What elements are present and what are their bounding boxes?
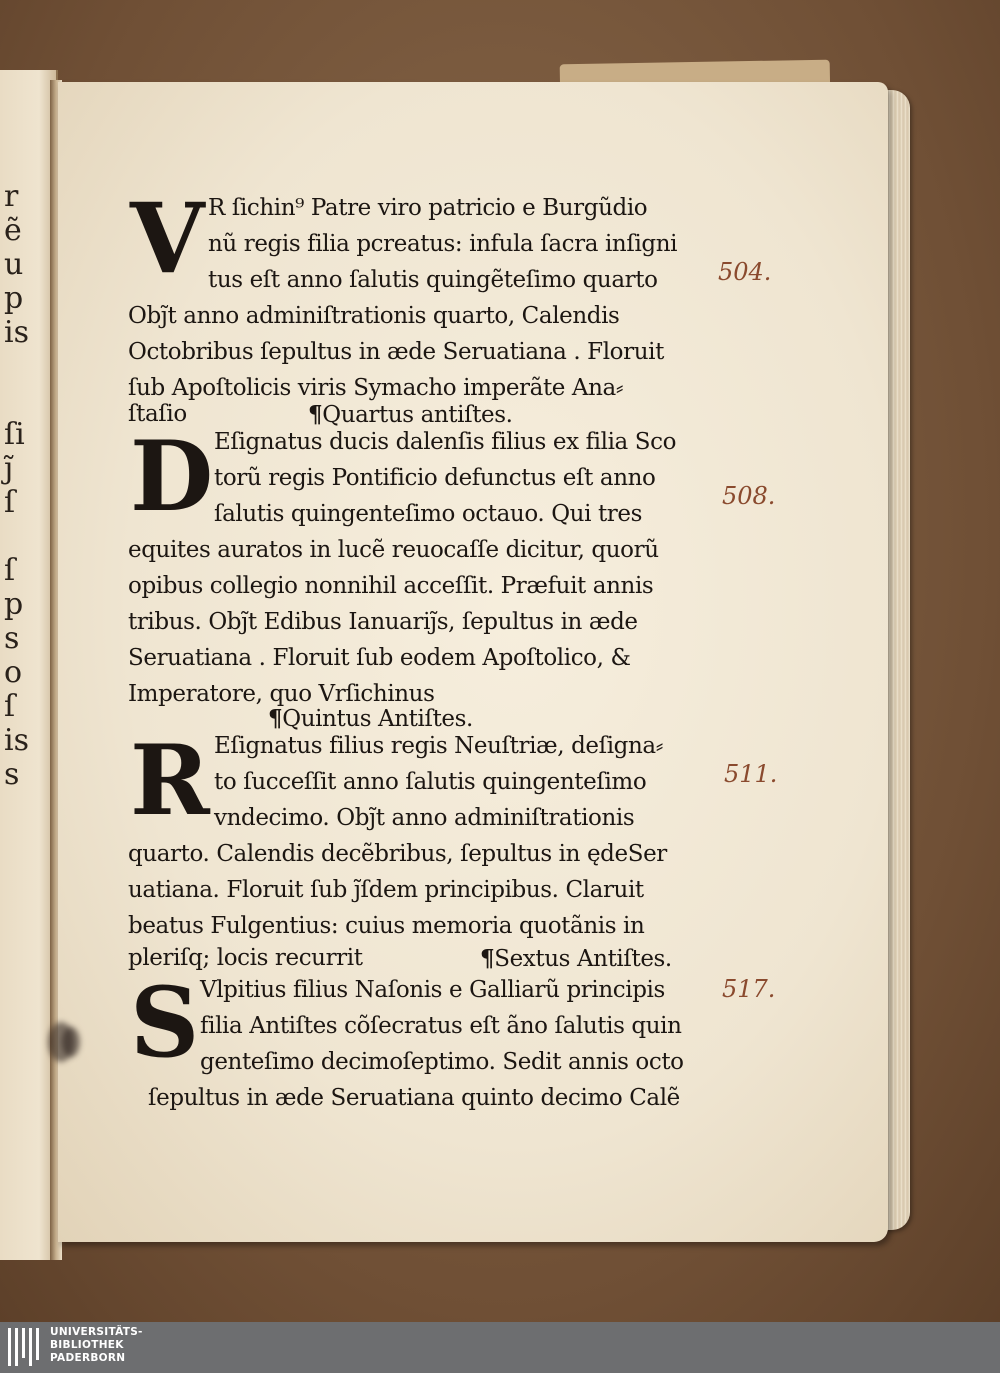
library-name-line2: BIBLIOTHEK: [50, 1339, 124, 1351]
text-line: tus eſt anno ſalutis quingẽteſimo quarto: [208, 267, 658, 293]
text-line: Eſignatus ducis dalenſis filius ex filia Sco: [214, 429, 677, 455]
drop-cap-s: S: [130, 966, 200, 1079]
pilcrow-icon: ¶: [308, 401, 323, 428]
text-line: Eſignatus filius regis Neuſtriæ, deſigna⸗: [214, 733, 663, 759]
heading-text: Quintus Antiſtes.: [282, 706, 473, 732]
text-line: uatiana. Floruit ſub ȷ̃ſdem principibus. Claruit: [128, 877, 644, 903]
heading-text: Quartus antiſtes.: [322, 402, 513, 428]
text-line: quarto. Calendis decẽbribus, ſepultus in ędeSer: [128, 841, 667, 867]
margin-note-517: 517.: [722, 975, 776, 1003]
text-line: tribus. Obȷ̃t Edibus Ianuariȷ̃s, ſepultus in æde: [128, 609, 638, 635]
text-line: equites auratos in lucẽ reuocaſſe dicitur, quorũ: [128, 537, 659, 563]
text-line: ſtaſio: [128, 401, 187, 427]
text-line: ſepultus in æde Seruatiana quinto decimo Calẽ: [148, 1085, 680, 1111]
library-name-line3: PADERBORN: [50, 1352, 126, 1364]
text-line: Obȷ̃t anno adminiſtrationis quarto, Calendis: [128, 303, 620, 329]
ink-smudge: [62, 1027, 80, 1057]
footer-bar: [0, 1322, 1000, 1373]
text-line: Imperatore, quo Vrſichinus: [128, 681, 435, 707]
text-line: R ſichin⁹ Patre viro patricio e Burgũdio: [208, 195, 648, 221]
text-line: ſub Apoſtolicis viris Symacho imperãte Ana⸗: [128, 375, 624, 401]
text-line: beatus Fulgentius: cuius memoria quotãnis in: [128, 913, 645, 939]
text-line: Octobribus ſepultus in æde Seruatiana . Floruit: [128, 339, 664, 365]
margin-note-504: 504.: [718, 258, 772, 286]
section-heading: [480, 945, 672, 972]
drop-cap-v: V: [130, 182, 205, 295]
drop-cap-r: R: [130, 724, 210, 837]
pilcrow-icon: ¶: [480, 945, 495, 972]
section-heading: [268, 705, 473, 732]
text-line: filia Antiſtes cõſecratus eſt ãno ſalutis quin: [200, 1013, 682, 1039]
margin-note-511: 511.: [724, 760, 778, 788]
text-line: pleriſq; locis recurrit: [128, 945, 363, 971]
text-line: vndecimo. Obȷ̃t anno adminiſtrationis: [214, 805, 635, 831]
heading-text: Sextus Antiſtes.: [494, 946, 672, 972]
text-line: ſalutis quingenteſimo octauo. Qui tres: [214, 501, 642, 527]
library-logo-icon: [8, 1328, 44, 1368]
section-heading: [308, 401, 513, 428]
text-line: nũ regis filia pcreatus: infula ſacra inſigni: [208, 231, 678, 257]
text-line: opibus collegio nonnihil acceſſit. Præfuit annis: [128, 573, 654, 599]
left-page-text: r ẽ u p is ſi ȷ̃ ſ ſ p s o ſ is s: [4, 179, 29, 792]
text-line: Vlpitius filius Naſonis e Galliarũ principis: [200, 977, 665, 1003]
text-line: to ſucceſſit anno ſalutis quingenteſimo: [214, 769, 647, 795]
library-name-line1: UNIVERSITÄTS-: [50, 1326, 143, 1338]
library-name: [50, 1326, 143, 1365]
text-line: torũ regis Pontificio defunctus eſt anno: [214, 465, 656, 491]
drop-cap-d: D: [130, 420, 214, 533]
margin-note-508: 508.: [722, 482, 776, 510]
text-line: genteſimo decimoſeptimo. Sedit annis octo: [200, 1049, 684, 1075]
pilcrow-icon: ¶: [268, 705, 283, 732]
text-line: Seruatiana . Floruit ſub eodem Apoſtolico, &: [128, 645, 631, 671]
